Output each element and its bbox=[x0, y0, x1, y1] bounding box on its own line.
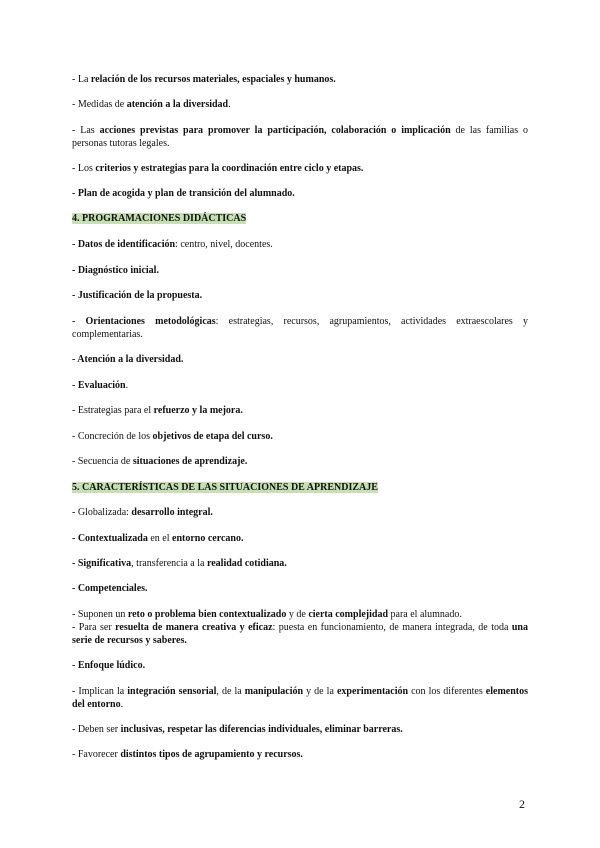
paragraph bbox=[72, 404, 528, 417]
paragraph bbox=[72, 238, 528, 251]
text-run: : estrategias, recursos, agrupamientos, actividades extraescolares y complementarias. bbox=[72, 316, 528, 340]
bold-text: elementos del entorno bbox=[72, 686, 529, 710]
bold-text: - Plan de acogida y plan de transición del alumnado. bbox=[72, 188, 295, 199]
bold-text: atención a la diversidad bbox=[126, 99, 229, 110]
bold-text: - Evaluación bbox=[72, 380, 126, 391]
bold-text: - Justificación de la propuesta. bbox=[72, 290, 203, 301]
section-heading-text bbox=[72, 213, 246, 224]
paragraph bbox=[72, 73, 528, 86]
text-run: - Suponen un bbox=[72, 609, 128, 620]
text-run: para el alumnado. bbox=[388, 609, 462, 620]
text-run: - Las bbox=[72, 125, 100, 136]
bold-text: relación de los recursos materiales, espaciales y humanos. bbox=[90, 74, 336, 85]
page-number: 2 bbox=[519, 797, 525, 811]
text-run: - Implican la bbox=[72, 686, 128, 697]
text-run: de las familias o personas tutoras legales. bbox=[72, 125, 528, 149]
text-run: - Los bbox=[72, 163, 96, 174]
paragraph bbox=[72, 608, 528, 621]
paragraph bbox=[72, 289, 528, 302]
text-run: - Estrategias para el bbox=[72, 405, 154, 416]
bold-text: manipulación bbox=[244, 686, 304, 697]
paragraph bbox=[72, 98, 528, 111]
paragraph bbox=[72, 353, 528, 366]
section-heading bbox=[72, 212, 528, 225]
paragraph bbox=[72, 621, 528, 647]
paragraph bbox=[72, 455, 528, 468]
paragraph bbox=[72, 557, 528, 570]
paragraph bbox=[72, 582, 528, 595]
text-run: - Para ser bbox=[72, 622, 116, 633]
text-run: - Concreción de los bbox=[72, 431, 153, 442]
bold-text: criterios y estrategias para la coordinación entre ciclo y etapas. bbox=[95, 163, 364, 174]
text-run: - Secuencia de bbox=[72, 456, 133, 467]
text-run: con los diferentes bbox=[408, 686, 486, 697]
text-run: , transferencia a la bbox=[131, 558, 207, 569]
bold-text: desarrollo integral. bbox=[131, 507, 213, 518]
text-run: - Globalizada: bbox=[72, 507, 132, 518]
section-heading-text bbox=[72, 482, 378, 493]
bold-text: - Diagnóstico inicial. bbox=[72, 265, 159, 276]
bold-text: resuelta de manera creativa y eficaz bbox=[115, 622, 273, 633]
text-run: . bbox=[228, 99, 231, 110]
text-run: - Medidas de bbox=[72, 99, 127, 110]
text-run: y de la bbox=[303, 686, 337, 697]
bold-text: realidad cotidiana. bbox=[206, 558, 287, 569]
text-run: : puesta en funcionamiento, de manera integrada, de toda bbox=[272, 622, 512, 633]
paragraph bbox=[72, 748, 528, 761]
text-run: - Deben ser bbox=[72, 724, 121, 735]
paragraph bbox=[72, 315, 528, 341]
paragraph bbox=[72, 659, 528, 672]
text-run: . bbox=[125, 380, 129, 391]
bold-text: cierta complejidad bbox=[308, 609, 389, 620]
bold-text: experimentación bbox=[336, 686, 409, 697]
bold-text: situaciones de aprendizaje. bbox=[132, 456, 248, 467]
paragraph bbox=[72, 430, 528, 443]
paragraph bbox=[72, 379, 528, 392]
text-run: en el bbox=[147, 533, 172, 544]
bold-text: acciones previstas para promover la participación, colaboración o implicación bbox=[99, 125, 451, 136]
paragraph bbox=[72, 124, 528, 150]
bold-text: - Orientaciones metodológicas bbox=[72, 316, 216, 327]
bold-text: una serie de recursos y saberes. bbox=[72, 622, 528, 646]
text-run: . bbox=[120, 699, 124, 710]
bold-text: integración sensorial bbox=[127, 686, 217, 697]
text-run: - La bbox=[72, 74, 91, 85]
bold-text: objetivos de etapa del curso. bbox=[152, 431, 273, 442]
bold-text: reto o problema bien contextualizado bbox=[127, 609, 287, 620]
paragraph bbox=[72, 187, 528, 200]
paragraph bbox=[72, 162, 528, 175]
bold-text: refuerzo y la mejora. bbox=[153, 405, 243, 416]
paragraph bbox=[72, 532, 528, 545]
text-run: - Favorecer bbox=[72, 749, 121, 760]
text-run: : centro, nivel, docentes. bbox=[175, 239, 273, 250]
bold-text: entorno cercano. bbox=[172, 533, 244, 544]
bold-text: 5. CARACTERÍSTICAS DE LAS SITUACIONES DE APRENDIZAJE bbox=[72, 482, 378, 493]
bold-text: 4. PROGRAMACIONES DIDÁCTICAS bbox=[72, 213, 247, 224]
bold-text: - Significativa bbox=[72, 558, 132, 569]
paragraph bbox=[72, 723, 528, 736]
text-run: y de bbox=[286, 609, 309, 620]
paragraph bbox=[72, 506, 528, 519]
bold-text: inclusivas, respetar las diferencias individuales, eliminar barreras. bbox=[120, 724, 403, 735]
text-run: , de la bbox=[216, 686, 245, 697]
bold-text: - Datos de identificación bbox=[72, 239, 176, 250]
bold-text: - Competenciales. bbox=[72, 583, 148, 594]
section-heading bbox=[72, 481, 528, 494]
bold-text: - Atención a la diversidad. bbox=[72, 354, 184, 365]
bold-text: - Contextualizada bbox=[72, 533, 148, 544]
bold-text: distintos tipos de agrupamiento y recursos. bbox=[120, 749, 303, 760]
paragraph bbox=[72, 685, 528, 711]
bold-text: - Enfoque lúdico. bbox=[72, 660, 146, 671]
paragraph bbox=[72, 264, 528, 277]
